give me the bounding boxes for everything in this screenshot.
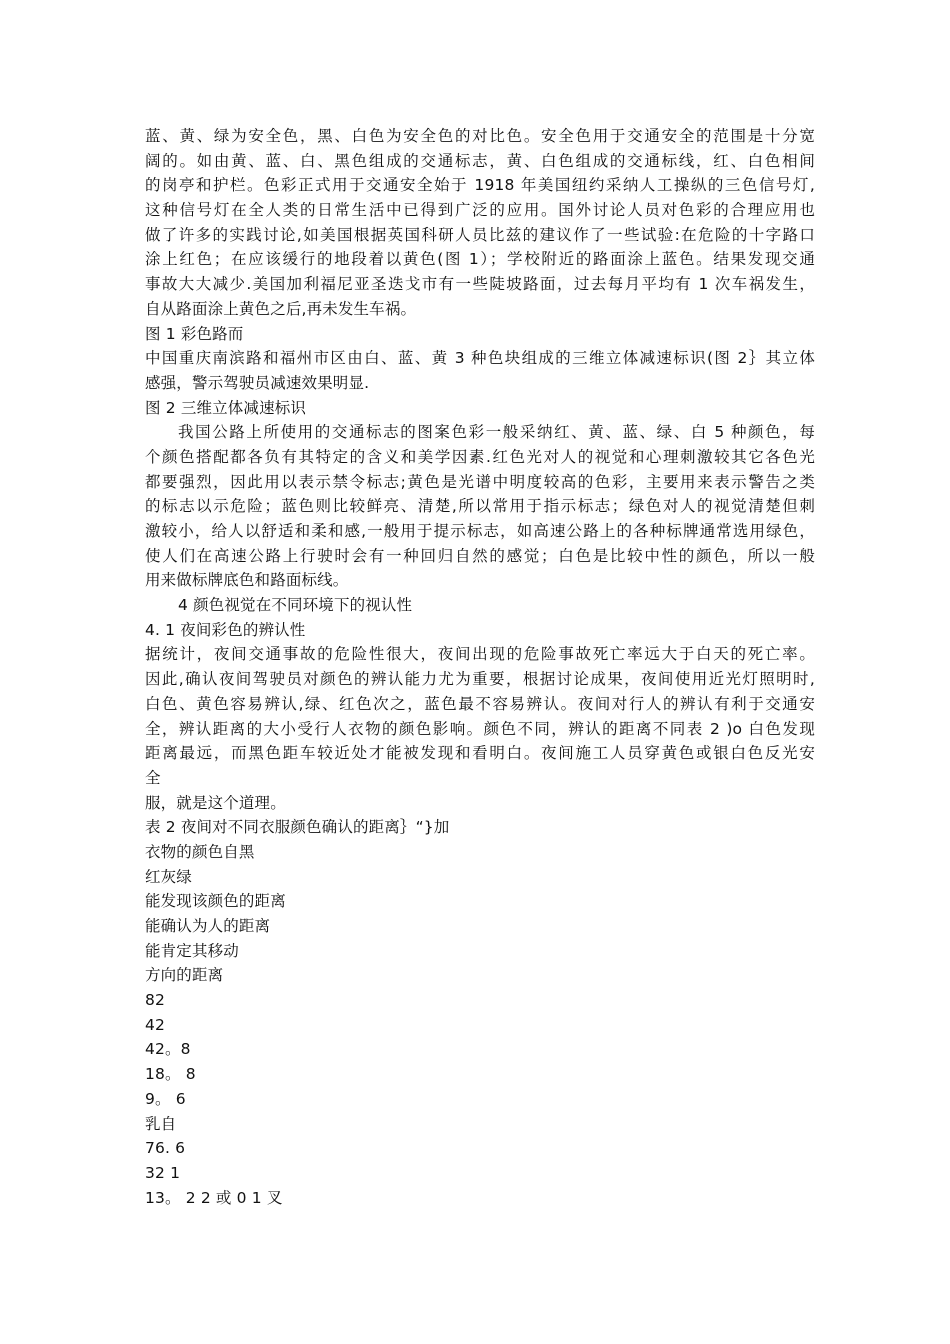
table-line: 方向的距离	[145, 966, 224, 985]
table-line: 82	[145, 991, 166, 1010]
text-line: 都要强烈，因此用以表示禁令标志;黄色是光谱中明度较高的色彩，主要用来表示警告之类	[145, 472, 815, 491]
text-line: 的岗亭和护栏。色彩正式用于交通安全始于 1918 年美国纽约采纳人工操纵的三色信号灯,	[145, 176, 815, 195]
text-line: 涂上红色；在应该缓行的地段着以黄色(图 1）；学校附近的路面涂上蓝色。结果发现交通	[145, 250, 815, 269]
text-line: 自从路面涂上黄色之后,再未发生车祸。	[145, 299, 417, 318]
table-line: 42。8	[145, 1040, 191, 1059]
document-page	[145, 124, 815, 1210]
text-line: 个颜色搭配都各负有其特定的含义和美学因素.红色光对人的视觉和心理刺激较其它各色光	[145, 447, 815, 466]
table-line: 32 1	[145, 1163, 181, 1182]
table-line: 9。 6	[145, 1089, 186, 1108]
table-line: 红灰绿	[145, 867, 192, 886]
text-line: 白色、黄色容易辨认,绿、红色次之，蓝色最不容易辨认。夜间对行人的辨认有利于交通安	[145, 694, 815, 713]
text-line: 的标志以示危险；蓝色则比较鲜亮、清楚,所以常用于指示标志；绿色对人的视觉清楚但刺	[145, 497, 815, 516]
subsection-heading: 4. 1 夜间彩色的辨认性	[145, 620, 306, 639]
paragraph-safety-colors	[145, 124, 815, 322]
table-line: 42	[145, 1015, 166, 1034]
text-line: 阔的。如由黄、蓝、白、黑色组成的交通标志，黄、白色组成的交通标线，红、白色相间	[145, 151, 815, 170]
table-line: 13。 2 2 或 0 1 叉	[145, 1188, 283, 1207]
table-line: 乳自	[145, 1114, 177, 1133]
text-line: 这种信号灯在全人类的日常生活中已得到广泛的应用。国外讨论人员对色彩的合理应用也	[145, 201, 815, 220]
paragraph-night-recognition	[145, 642, 815, 815]
text-line: 感强，警示驾驶员减速效果明显.	[145, 373, 370, 392]
table-line: 能确认为人的距离	[145, 917, 271, 935]
paragraph-3d-speed-markings	[145, 346, 815, 395]
table-2-caption: 表 2 夜间对不同衣服颜色确认的距离｝“}加	[145, 818, 450, 837]
text-line: 全，辨认距离的大小受行人衣物的颜色影响。颜色不同，辨认的距离不同表 2 )o 白色发现	[145, 719, 815, 738]
table-line: 衣物的颜色自黑	[145, 842, 255, 861]
paragraph-sign-colors	[145, 420, 815, 593]
text-line: 使人们在高速公路上行驶时会有一种回归自然的感觉；白色是比较中性的颜色，所以一般	[145, 546, 815, 565]
text-line: 据统计，夜间交通事故的危险性很大，夜间出现的危险事故死亡率远大于白天的死亡率。	[145, 645, 815, 664]
text-line: 我国公路上所使用的交通标志的图案色彩一般采纳红、黄、蓝、绿、白 5 种颜色，每	[178, 423, 815, 442]
text-line: 中国重庆南滨路和福州市区由白、蓝、黄 3 种色块组成的三维立体减速标识(图 2｝其立体	[145, 349, 815, 368]
table-line: 76. 6	[145, 1139, 186, 1158]
text-line: 激较小，给人以舒适和柔和感,一般用于提示标志，如高速公路上的各种标牌通常选用绿色，	[145, 522, 815, 540]
text-line: 服，就是这个道理。	[145, 793, 286, 812]
table-2-content	[145, 840, 815, 1210]
text-line: 因此,确认夜间驾驶员对颜色的辨认能力尤为重要，根据讨论成果，夜间使用近光灯照明时,	[145, 670, 815, 689]
text-line: 蓝、黄、绿为安全色，黑、白色为安全色的对比色。安全色用于交通安全的范围是十分宽	[145, 127, 815, 145]
text-line: 全	[145, 768, 161, 787]
figure-2-caption: 图 2 三维立体减速标识	[145, 398, 307, 417]
text-line: 距离最远，而黑色距车较近处才能被发现和看明白。夜间施工人员穿黄色或银白色反光安	[145, 744, 815, 763]
text-line: 事故大大减少.美国加利福尼亚圣迭戈市有一些陡坡路面，过去每月平均有 1 次车祸发生，	[145, 275, 815, 294]
table-line: 能发现该颜色的距离	[145, 892, 286, 911]
text-line: 用来做标牌底色和路面标线。	[145, 571, 349, 590]
table-line: 能肯定其移动	[145, 941, 239, 960]
figure-1-caption: 图 1 彩色路而	[145, 324, 244, 343]
section-heading: 4 颜色视觉在不同环境下的视认性	[178, 596, 413, 615]
text-line: 做了许多的实践讨论,如美国根据英国科研人员比兹的建议作了一些试验:在危险的十字路口	[145, 225, 815, 244]
table-line: 18。 8	[145, 1065, 196, 1084]
